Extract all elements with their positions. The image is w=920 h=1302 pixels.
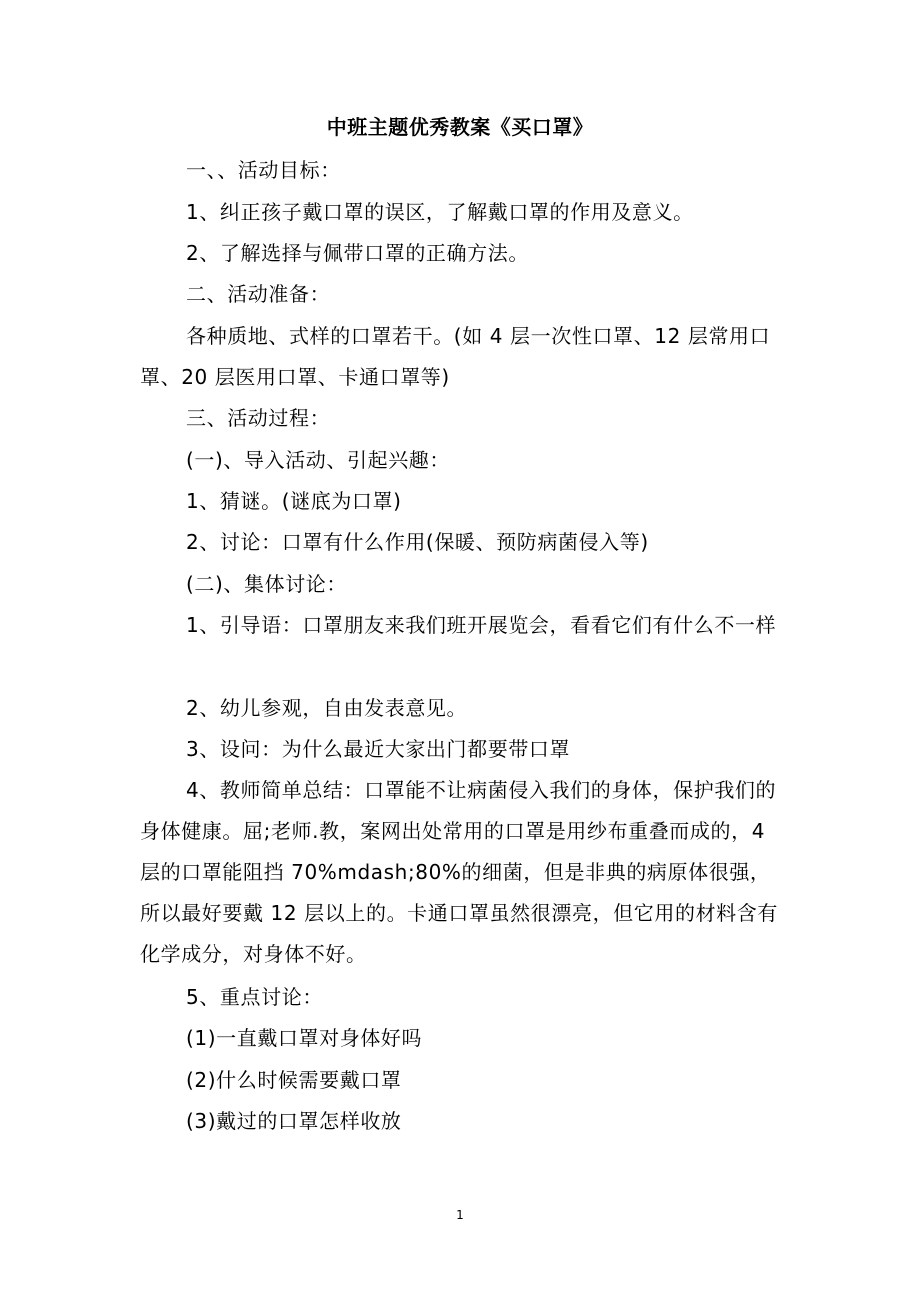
document-title: 中班主题优秀教案《买口罩》 <box>326 115 594 139</box>
question-item-1: (1)一直戴口罩对身体好吗 <box>186 1026 423 1050</box>
discussion-item-4: 4、教师简单总结：口罩能不让病菌侵入我们的身体，保护我们的身体健康。屈;老师.教，案网出处常用的口罩是用纱布重叠而成的，4 层的口罩能阻挡 70%mdash;80%的细菌，但是非典的病原体很强，所以最好要戴 12 层以上的。卡通口罩虽然很漂亮，但它用的材料含有化学成分，对身体不好。 <box>140 778 778 966</box>
question-item-3: (3)戴过的口罩怎样收放 <box>186 1109 402 1133</box>
process-step-intro: (一)、导入活动、引起兴趣： <box>186 448 451 472</box>
goal-item-2: 2、了解选择与佩带口罩的正确方法。 <box>186 241 529 265</box>
section-heading-preparation: 二、活动准备： <box>186 282 331 306</box>
question-item-2: (2)什么时候需要戴口罩 <box>186 1068 402 1092</box>
discussion-item-3: 3、设问：为什么最近大家出门都要带口罩 <box>186 737 571 761</box>
discussion-item-5: 5、重点讨论： <box>186 985 323 1009</box>
goal-item-1: 1、纠正孩子戴口罩的误区，了解戴口罩的作用及意义。 <box>186 200 694 224</box>
process-item-discussion: 2、讨论：口罩有什么作用(保暖、预防病菌侵入等) <box>186 530 649 554</box>
page-number: 1 <box>456 1208 464 1222</box>
preparation-text: 各种质地、式样的口罩若干。(如 4 层一次性口罩、12 层常用口罩、20 层医用口罩、卡通口罩等) <box>140 324 771 389</box>
process-step-group-discussion: (二)、集体讨论： <box>186 572 348 596</box>
section-heading-goals: 一、、活动目标： <box>186 158 341 182</box>
section-heading-process: 三、活动过程： <box>186 406 331 430</box>
process-item-riddle: 1、猜谜。(谜底为口罩) <box>186 489 402 513</box>
discussion-item-2: 2、幼儿参观，自由发表意见。 <box>186 696 468 720</box>
discussion-item-1: 1、引导语：口罩朋友来我们班开展览会，看看它们有什么不一样 <box>186 613 777 637</box>
